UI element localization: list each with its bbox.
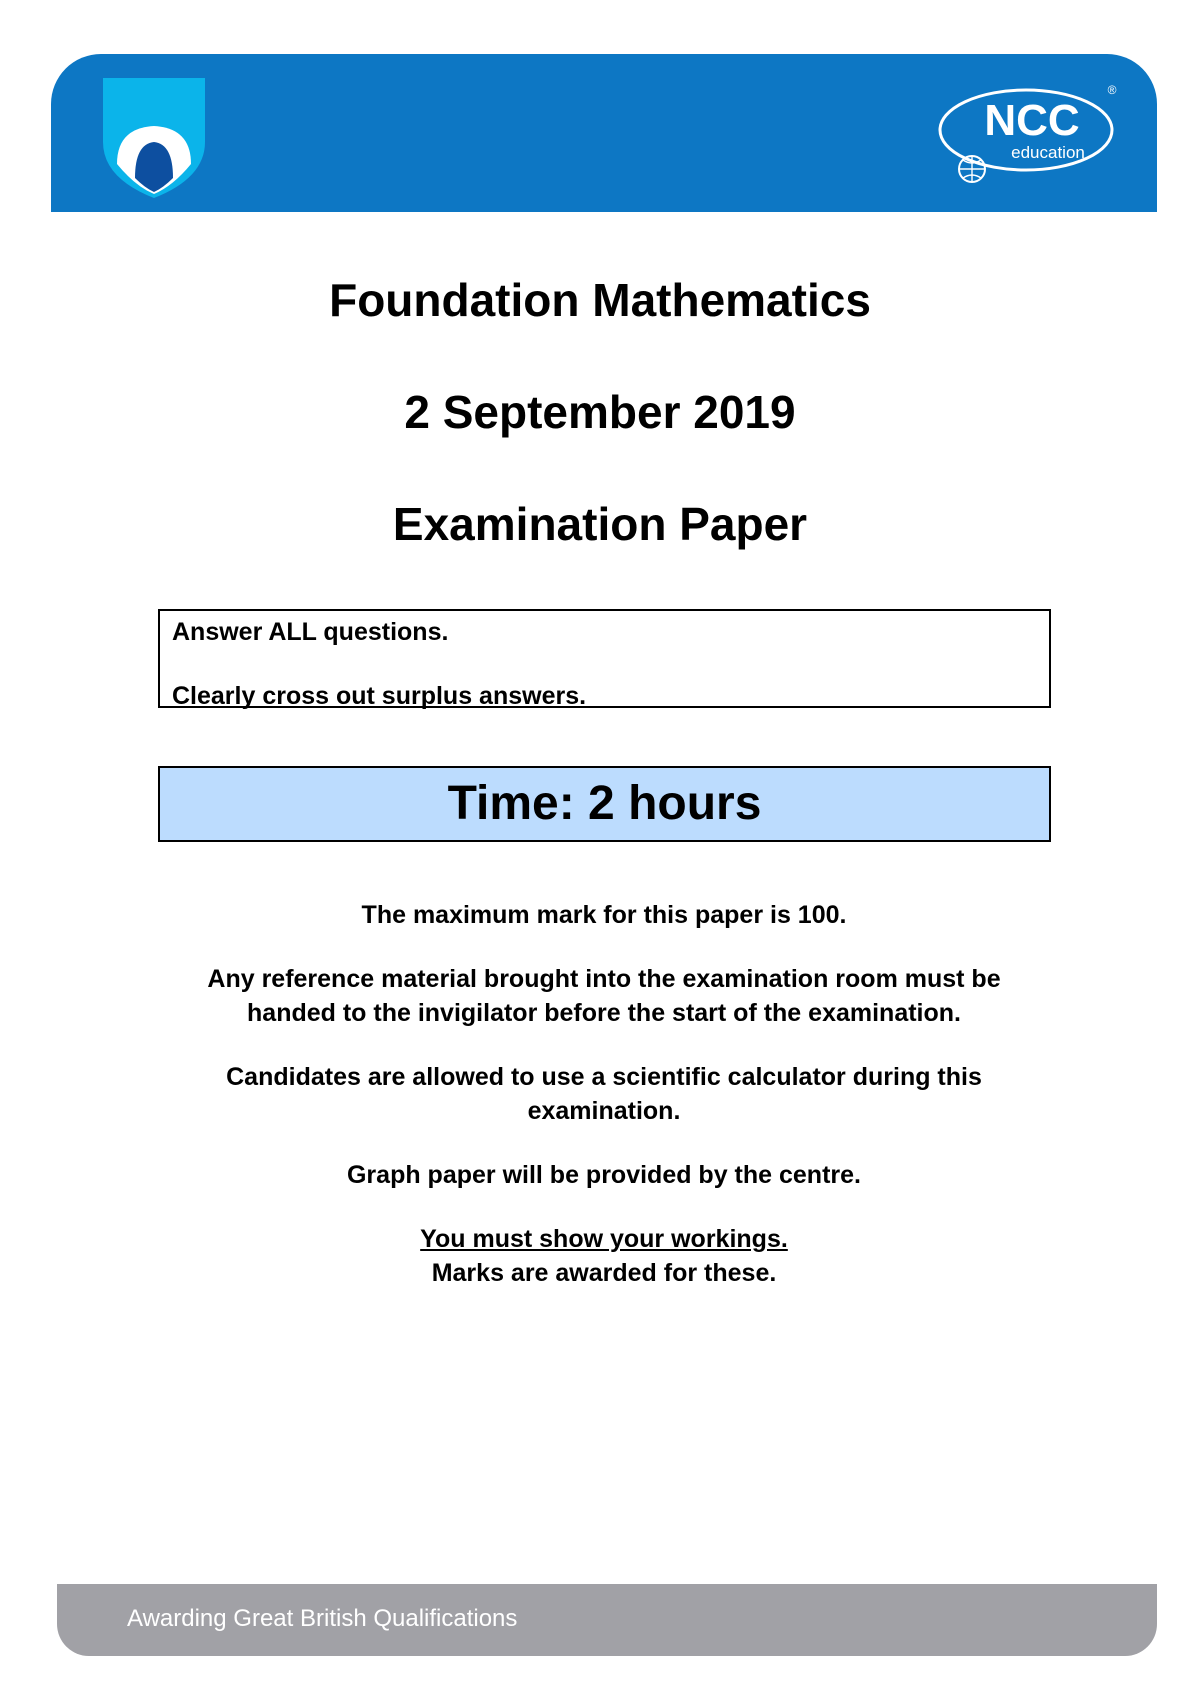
calculator-note: Candidates are allowed to use a scientific calculator during this examination. xyxy=(226,1063,982,1125)
svg-text:education: education xyxy=(1011,143,1085,162)
time-box xyxy=(158,766,1051,842)
footer-tagline: Awarding Great British Qualifications xyxy=(127,1605,518,1632)
max-mark-note: The maximum mark for this paper is 100. xyxy=(361,901,847,929)
instructions-box xyxy=(158,609,1051,708)
time-label: Time: 2 hours xyxy=(447,777,762,830)
instruction-answer-all: Answer ALL questions. xyxy=(172,618,449,646)
graph-paper-note: Graph paper will be provided by the centre. xyxy=(346,1161,861,1189)
footer-band xyxy=(57,1584,1157,1656)
paper-title: Examination Paper xyxy=(392,498,808,550)
svg-text:®: ® xyxy=(1107,83,1117,97)
ncc-education-logo xyxy=(936,78,1121,188)
university-shield-icon xyxy=(103,78,205,198)
workings-note: You must show your workings. Marks are awarded for these. xyxy=(420,1225,788,1287)
course-title: Foundation Mathematics xyxy=(329,274,871,326)
exam-date: 2 September 2019 xyxy=(404,386,796,438)
svg-text:NCC: NCC xyxy=(984,96,1080,145)
instruction-cross-out: Clearly cross out surplus answers. xyxy=(172,682,587,710)
exam-notes xyxy=(140,898,1068,1290)
header-band xyxy=(51,54,1157,212)
reference-material-note: Any reference material brought into the examination room must be handed to the invigilator before the start of the examination. xyxy=(207,965,1001,1027)
